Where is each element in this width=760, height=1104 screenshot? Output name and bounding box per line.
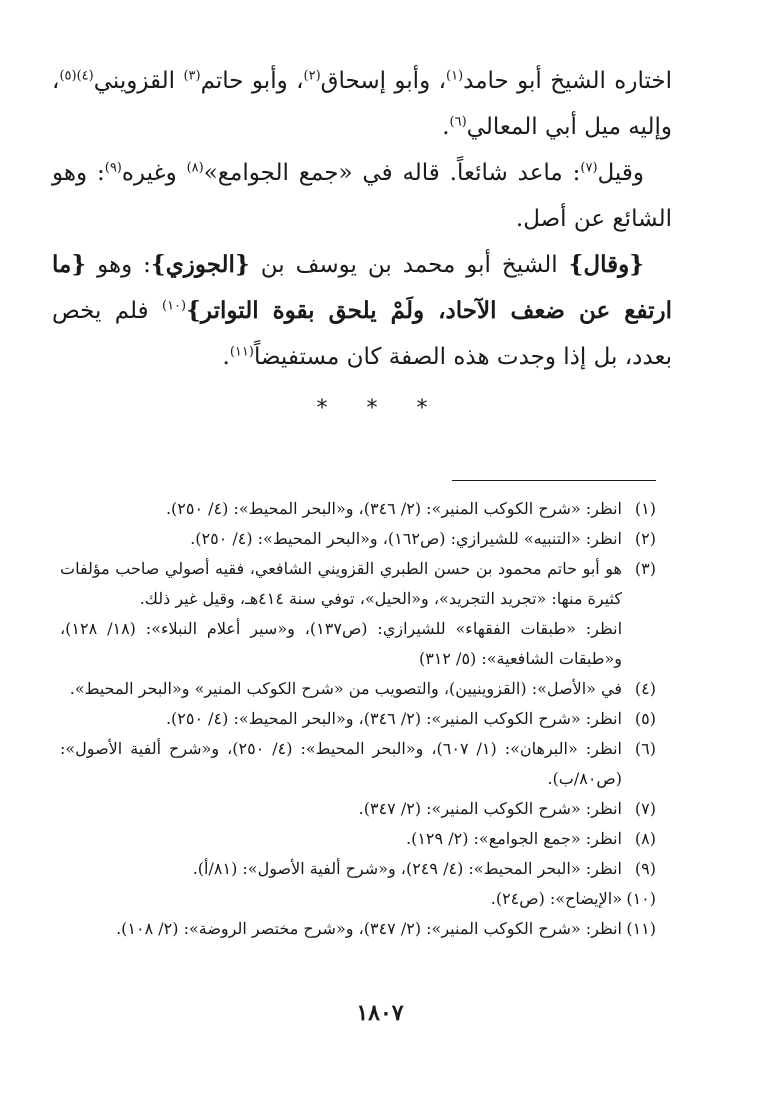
bold-quote: {ما ارتفع عن ضعف الآحاد، ولَمْ يلحق بقوة التواتر} (52, 251, 672, 324)
footnote-number: (١) (634, 499, 656, 518)
footnote-text (60, 734, 622, 794)
footnote-line: انظر: «شرح الكوكب المنير»: (٢/ ٣٤٧)، و«شرح مختصر الروضة»: (٢/ ١٠٨). (116, 919, 622, 938)
footnote-line: انظر: «شرح الكوكب المنير»: (٢/ ٣٤٧). (358, 799, 622, 818)
text-run: : وهو (86, 252, 151, 278)
footnote-text (60, 704, 622, 734)
footnote-item (60, 914, 656, 944)
footnote-number: (٥) (634, 709, 656, 728)
footnote-number: (١١) (626, 919, 656, 938)
footnote-text (60, 554, 622, 674)
text-run: ، وإليه ميل أبي المعالي (52, 68, 672, 140)
text-run: فلم يخص بعدد، بل إذا وجدت هذه الصفة كان مستفيضاً (52, 298, 672, 370)
footnote-ref-7[interactable]: (٧) (580, 160, 598, 176)
footnote-text (60, 674, 622, 704)
footnote-text (60, 854, 622, 884)
footnote-item (60, 554, 656, 674)
footnote-number: (٩) (634, 859, 656, 878)
footnote-text (60, 824, 622, 854)
footnote-text (60, 914, 622, 944)
footnote-line: هو أبو حاتم محمود بن حسن الطبري القزويني الشافعي، فقيه أصولي صاحب مؤلفات كثيرة منها: «تجريد التجريد»، و«الحيل»، توفي سنة ٤١٤هـ، وقيل غير ذلك. (60, 559, 622, 608)
text-run: الشيخ أبو محمد بن يوسف بن (249, 252, 569, 278)
text-run: وغيره (121, 160, 187, 186)
footnote-line: انظر: «شرح الكوكب المنير»: (٢/ ٣٤٦)، و«البحر المحيط»: (٤/ ٢٥٠). (165, 709, 622, 728)
footnote-number: (٧) (634, 799, 656, 818)
footnotes (60, 494, 656, 944)
footnote-ref-1[interactable]: (١) (446, 68, 464, 84)
footnote-number: (٦) (634, 739, 656, 758)
page-number: ١٨٠٧ (356, 1000, 404, 1026)
footnote-number: (٤) (634, 679, 656, 698)
footnote-item (60, 824, 656, 854)
footnote-item (60, 494, 656, 524)
footnote-line: انظر: «جمع الجوامع»: (٢/ ١٢٩). (406, 829, 622, 848)
text-run: : وهو الشائع عن أصل. (52, 160, 672, 232)
footnote-item (60, 794, 656, 824)
footnote-line: انظر: «البرهان»: (١/ ٦٠٧)، و«البحر المحيط»: (٤/ ٢٥٠)، و«شرح ألفية الأصول»: (ص٨٠/ب). (60, 739, 622, 788)
footnote-item (60, 854, 656, 884)
footnote-line: «الإيضاح»: (ص٢٤). (490, 889, 622, 908)
footnote-ref-5[interactable]: (٥) (59, 68, 77, 84)
text-run: . (222, 344, 230, 370)
footnote-ref-9[interactable]: (٩) (104, 160, 122, 176)
footnote-text (60, 494, 622, 524)
footnote-item (60, 704, 656, 734)
footnote-line: في «الأصل»: (القزوينيين)، والتصويب من «شرح الكوكب المنير» و«البحر المحيط». (69, 679, 622, 698)
footnote-item (60, 674, 656, 704)
footnote-line: انظر: «طبقات الفقهاء» للشيرازي: (ص١٣٧)، و«سير أعلام النبلاء»: (١٨/ ١٢٨)، و«طبقات الشافعية»: (٥/ ٣١٢) (60, 619, 623, 668)
footnote-ref-3[interactable]: (٣) (183, 68, 201, 84)
bold-term: {الجوزي} (150, 251, 250, 278)
footnote-ref-8[interactable]: (٨) (186, 160, 204, 176)
footnote-ref-6[interactable]: (٦) (449, 114, 467, 130)
footnote-ref-2[interactable]: (٢) (303, 68, 321, 84)
footnote-number: (١٠) (626, 889, 656, 908)
paragraph-3 (52, 242, 672, 380)
footnote-line: انظر: «التنبيه» للشيرازي: (ص١٦٢)، و«البحر المحيط»: (٤/ ٢٥٠). (190, 529, 622, 548)
paragraph-2 (52, 150, 672, 242)
footnote-ref-4[interactable]: (٤) (76, 68, 94, 84)
footnote-text (60, 524, 622, 554)
footnote-number: (٨) (634, 829, 656, 848)
section-divider-stars: * * * (316, 396, 444, 421)
footnote-item (60, 524, 656, 554)
footnote-line: انظر: «شرح الكوكب المنير»: (٢/ ٣٤٦)، و«البحر المحيط»: (٤/ ٢٥٠). (165, 499, 622, 518)
text-run: : ماعد شائعاً. قاله في «جمع الجوامع» (203, 160, 581, 186)
footnote-separator (452, 480, 656, 481)
bold-term: {وقال} (568, 251, 644, 278)
text-run: ، وأبو حاتم (200, 68, 304, 94)
text-run: القزويني (93, 68, 184, 94)
footnote-line: انظر: «البحر المحيط»: (٤/ ٢٤٩)، و«شرح ألفية الأصول»: (٨١/أ). (192, 859, 622, 878)
footnote-ref-11[interactable]: (١١) (229, 344, 254, 360)
footnote-text (60, 794, 622, 824)
main-text (52, 58, 672, 380)
text-run: وقيل (597, 160, 644, 186)
footnote-number: (٢) (634, 529, 656, 548)
text-run: ، وأبو إسحاق (320, 68, 446, 94)
footnote-item (60, 884, 656, 914)
paragraph-1 (52, 58, 672, 150)
text-run: . (442, 114, 450, 140)
footnote-item (60, 734, 656, 794)
text-run: اختاره الشيخ أبو حامد (463, 68, 673, 94)
footnote-number: (٣) (634, 559, 656, 578)
footnote-text (60, 884, 622, 914)
footnote-ref-10[interactable]: (١٠) (161, 298, 187, 314)
